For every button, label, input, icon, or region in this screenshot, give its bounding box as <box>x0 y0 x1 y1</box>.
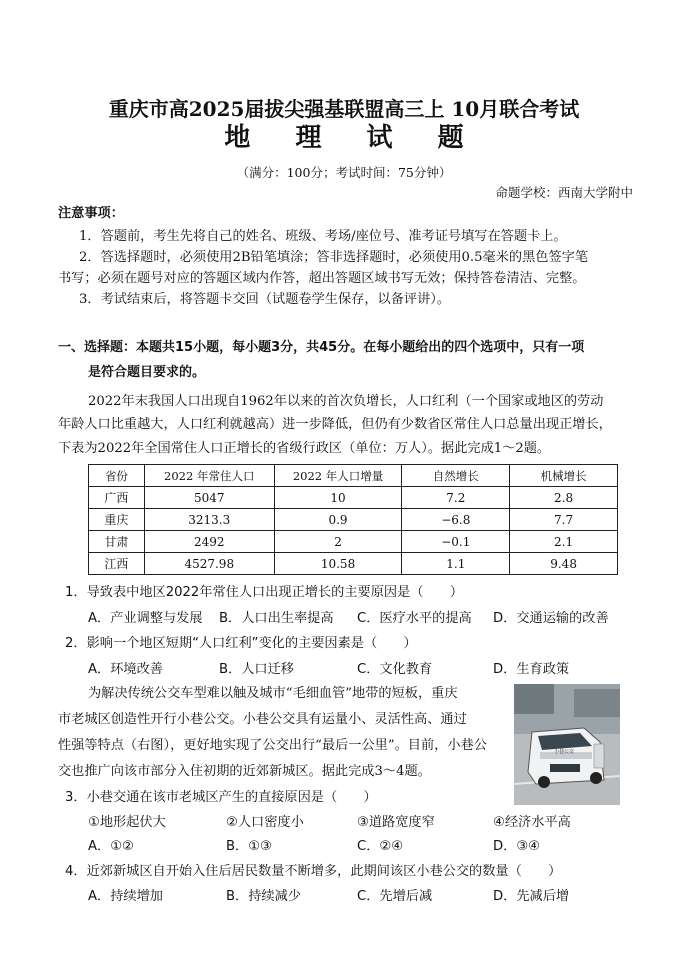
notice-item-1: 1．答题前，考生先将自己的姓名、班级、考场/座位号、准考证号填写在答题卡上。 <box>79 229 567 244</box>
q1-option-d: D．交通运输的改善 <box>493 611 609 626</box>
table-cell: 4527.98 <box>144 553 274 575</box>
question-3-stem: 3．小巷交通在该市老城区产生的直接原因是（ ） <box>65 790 377 805</box>
q4-option-a: A．持续增加 <box>88 889 163 904</box>
q1-option-b: B．人口出生率提高 <box>219 611 334 626</box>
q3-option-d: D．③④ <box>493 839 540 854</box>
table-cell: 江西 <box>89 553 145 575</box>
col-province: 省份 <box>89 465 145 487</box>
bus-sign: 小巷公交 <box>554 749 575 755</box>
q2-option-c: C．文化教育 <box>357 662 433 677</box>
table-cell: 3213.3 <box>144 509 274 531</box>
question-2-stem: 2．影响一个地区短期“人口红利”变化的主要因素是（ ） <box>65 636 417 651</box>
col-increase: 2022 年人口增量 <box>274 465 402 487</box>
subject-title: 地 理 试 题 <box>224 123 482 153</box>
section-heading-cont: 是符合题目要求的。 <box>88 365 206 380</box>
question-1-stem: 1．导致表中地区2022年常住人口出现正增长的主要原因是（ ） <box>65 585 464 600</box>
q1-option-a: A．产业调整与发展 <box>88 611 203 626</box>
passage2-line2: 市老城区创造性开行小巷公交。小巷公交具有运量小、灵活性高、通过 <box>58 712 467 727</box>
bus-illustration <box>514 684 620 805</box>
alley-bus-photo <box>514 684 620 805</box>
notice-item-3: 3．考试结束后，将答题卡交回（试题卷学生保存，以备评讲）。 <box>79 292 451 307</box>
table-row <box>89 531 618 553</box>
col-natural: 自然增长 <box>402 465 510 487</box>
table-cell: −0.1 <box>402 531 510 553</box>
table-row <box>89 487 618 509</box>
table-cell: 9.48 <box>510 553 618 575</box>
table-cell: 0.9 <box>274 509 402 531</box>
q4-option-d: D．先减后增 <box>493 889 570 904</box>
col-population: 2022 年常住人口 <box>144 465 274 487</box>
q4-option-b: B．持续减少 <box>226 889 301 904</box>
q1-option-c: C．医疗水平的提高 <box>357 611 472 626</box>
table-cell: 7.2 <box>402 487 510 509</box>
school-info: 命题学校：西南大学附中 <box>495 185 633 200</box>
q2-option-d: D．生育政策 <box>493 662 570 677</box>
population-table <box>88 464 618 575</box>
table-cell: 2.1 <box>510 531 618 553</box>
q3-option-b: B．①③ <box>226 839 272 854</box>
passage1-line3: 下表为2022年全国常住人口正增长的省级行政区（单位：万人）。据此完成1～2题。 <box>58 441 551 456</box>
table-cell: 1.1 <box>402 553 510 575</box>
notice-item-2: 2．答选择题时，必须使用2B铅笔填涂；答非选择题时，必须使用0.5毫米的黑色签字笔 <box>79 250 589 265</box>
score-info: （满分：100分；考试时间：75分钟） <box>236 165 452 180</box>
table-cell: 10 <box>274 487 402 509</box>
table-row <box>89 553 618 575</box>
q3-factor-3: ③道路宽度窄 <box>357 815 435 830</box>
table-header-row <box>89 465 618 487</box>
q2-option-b: B．人口迁移 <box>219 662 294 677</box>
table-cell: 10.58 <box>274 553 402 575</box>
table-cell: 7.7 <box>510 509 618 531</box>
table-cell: −6.8 <box>402 509 510 531</box>
section-heading: 一、选择题：本题共15小题，每小题3分，共45分。在每小题给出的四个选项中，只有一项 <box>58 340 585 355</box>
q3-option-a: A．①② <box>88 839 134 854</box>
q2-option-a: A．环境改善 <box>88 662 163 677</box>
notice-item-2-cont: 书写；必须在题号对应的答题区域内作答，超出答题区域书写无效；保持答卷清洁、完整。 <box>58 271 586 286</box>
q3-factor-4: ④经济水平高 <box>493 815 571 830</box>
exam-title: 重庆市高2025届拔尖强基联盟高三上 10月联合考试 <box>108 97 580 121</box>
table-cell: 广西 <box>89 487 145 509</box>
table-cell: 重庆 <box>89 509 145 531</box>
notice-heading: 注意事项： <box>58 206 124 221</box>
q3-factor-1: ①地形起伏大 <box>88 815 166 830</box>
passage2-line4: 交也推广向该市部分入住初期的近郊新城区。据此完成3～4题。 <box>58 764 431 779</box>
q3-factor-2: ②人口密度小 <box>226 815 304 830</box>
passage1-line1: 2022年末我国人口出现自1962年以来的首次负增长，人口红利（一个国家或地区的劳动 <box>88 394 604 409</box>
table-cell: 2.8 <box>510 487 618 509</box>
question-4-stem: 4．近郊新城区自开始入住后居民数量不断增多，此期间该区小巷公交的数量（ ） <box>65 864 562 879</box>
table-cell: 2 <box>274 531 402 553</box>
col-mechanical: 机械增长 <box>510 465 618 487</box>
table-cell: 2492 <box>144 531 274 553</box>
table-cell: 5047 <box>144 487 274 509</box>
q4-option-c: C．先增后减 <box>357 889 433 904</box>
q3-option-c: C．②④ <box>357 839 404 854</box>
passage2-line1: 为解决传统公交车型难以触及城市“毛细血管”地带的短板，重庆 <box>88 686 458 701</box>
passage1-line2: 年龄人口比重越大，人口红利就越高）进一步降低，但仍有少数省区常住人口总量出现正增长， <box>58 417 612 432</box>
table-cell: 甘肃 <box>89 531 145 553</box>
table-row <box>89 509 618 531</box>
passage2-line3: 性强等特点（右图），更好地实现了公交出行“最后一公里”。目前，小巷公 <box>58 738 487 753</box>
